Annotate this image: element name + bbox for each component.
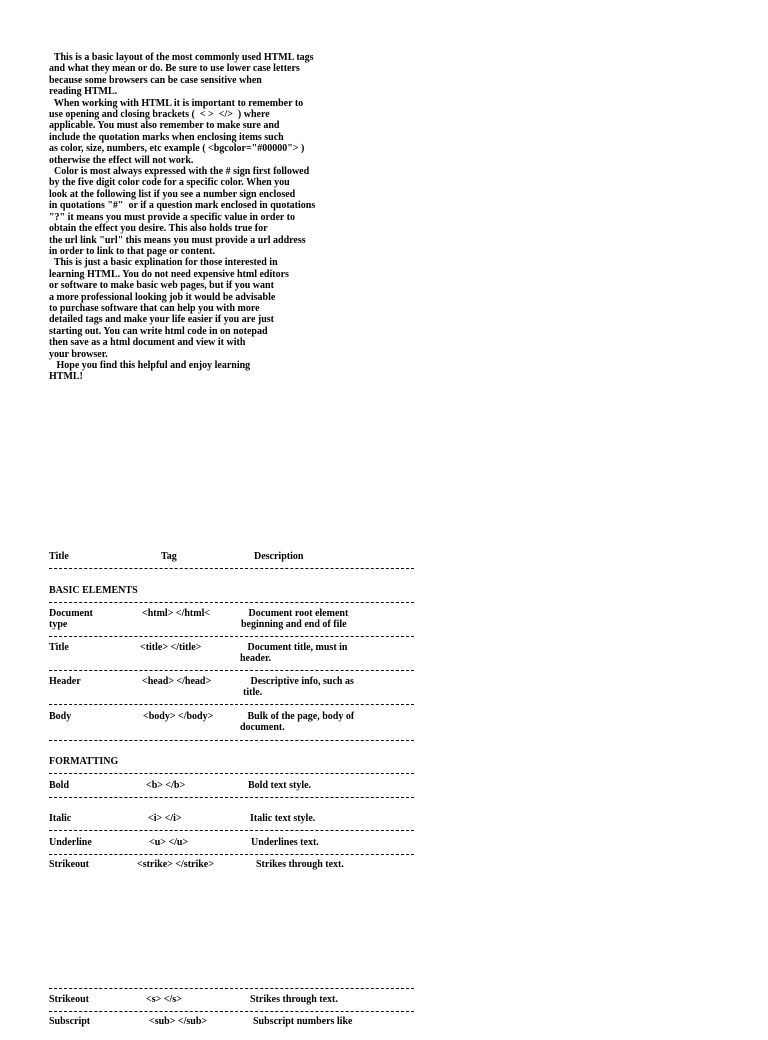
row-title: Bold [49,780,70,791]
separator-line [49,854,414,855]
row-description: Document title, must in header. [240,642,348,665]
row-title: Document type [49,608,93,631]
row-description: Strikes through text. [256,859,344,870]
row-title: Strikeout [49,994,89,1005]
row-title: Italic [49,813,72,824]
section-formatting: FORMATTING [49,756,119,767]
intro-line: a more professional looking job it would be advisable [49,291,276,303]
table-row [49,813,419,837]
intro-line: because some browsers can be case sensitive when [49,74,262,86]
row-tag: <s> </s> [146,994,182,1005]
table-row [49,780,419,804]
intro-line: applicable. You must also remember to make sure and [49,120,280,132]
intro-line: then save as a html document and view it with [49,337,246,349]
separator-line [49,740,414,741]
table-row [49,676,419,700]
intro-line: "?" it means you must provide a specific value in order to [49,211,296,223]
table-header-row [49,551,419,575]
intro-line: reading HTML. [49,86,118,98]
row-title: Body [49,711,72,722]
header-title: Title [49,551,69,562]
row-tag: <html> </html< [142,608,211,619]
separator-line [49,704,414,705]
row-description: Strikes through text. [250,994,338,1005]
row-description: Bulk of the page, body of document. [240,711,355,734]
row-tag: <i> </i> [148,813,182,824]
intro-line: or software to make basic web pages, but if you want [49,280,274,292]
intro-line: otherwise the effect will not work. [49,154,194,166]
intro-line: HTML! [49,371,83,383]
intro-line: starting out. You can write html code in on notepad [49,325,268,337]
row-tag: <head> </head> [142,676,212,687]
section-basic-elements: BASIC ELEMENTS [49,585,138,596]
intro-line: in order to link to that page or content. [49,245,216,257]
row-description: Underlines text. [251,837,319,848]
row-title: Subscript [49,1016,91,1027]
intro-line: This is a basic layout of the most commonly used HTML tags [49,52,314,63]
intro-line: include the quotation marks when enclosing items such [49,131,284,143]
intro-line: look at the following list if you see a number sign enclosed [49,188,296,200]
row-description: Document root element beginning and end of file [241,608,349,631]
separator-line [49,773,414,774]
row-description: Italic text style. [250,813,316,824]
separator-line [49,670,414,671]
row-title: Underline [49,837,92,848]
table-row [49,859,419,883]
row-tag: <u> </u> [149,837,189,848]
table-row [49,837,419,861]
intro-text [49,52,379,383]
intro-line: as color, size, numbers, etc example ( <bgcolor="#00000"> ) [49,143,305,155]
separator-line [49,602,414,603]
intro-line: learning HTML. You do not need expensive html editors [49,268,289,280]
row-description: Subscript numbers like [253,1016,353,1027]
row-title: Strikeout [49,859,89,870]
intro-line: When working with HTML it is important to remember to [49,97,304,109]
separator-line [49,988,414,989]
table-row [49,711,419,735]
row-description: Bold text style. [248,780,312,791]
row-tag: <title> </title> [140,642,202,653]
row-tag: <body> </body> [143,711,214,722]
header-tag: Tag [161,551,177,562]
row-tag: <sub> </sub> [149,1016,208,1027]
intro-line: This is just a basic explination for those interested in [49,257,278,269]
table-row [49,994,419,1018]
row-title: Title [49,642,69,653]
separator-line [49,830,414,831]
intro-line: Color is most always expressed with the # sign first followed [49,166,310,178]
intro-line: detailed tags and make your life easier if you are just [49,314,274,326]
intro-line: use opening and closing brackets ( < > </> ) where [49,109,270,121]
intro-line: obtain the effect you desire. This also holds true for [49,223,268,235]
separator-line [49,568,414,569]
intro-line: Hope you find this helpful and enjoy learning [49,359,251,371]
row-tag: <strike> </strike> [137,859,214,870]
intro-line: to purchase software that can help you with more [49,302,260,314]
intro-line: and what they mean or do. Be sure to use lower case letters [49,63,300,75]
table-row [49,642,419,666]
row-title: Header [49,676,81,687]
intro-line: your browser. [49,348,108,360]
separator-line [49,797,414,798]
separator-line [49,1011,414,1012]
table-row [49,1016,419,1040]
intro-line: in quotations "#" or if a question mark enclosed in quotations [49,200,316,212]
separator-line [49,636,414,637]
intro-line: the url link "url" this means you must provide a url address [49,234,306,246]
intro-line: by the five digit color code for a specific color. When you [49,177,290,189]
row-description: Descriptive info, such as title. [243,676,354,699]
header-description: Description [254,551,304,562]
table-row [49,608,419,632]
row-tag: <b> </b> [146,780,186,791]
